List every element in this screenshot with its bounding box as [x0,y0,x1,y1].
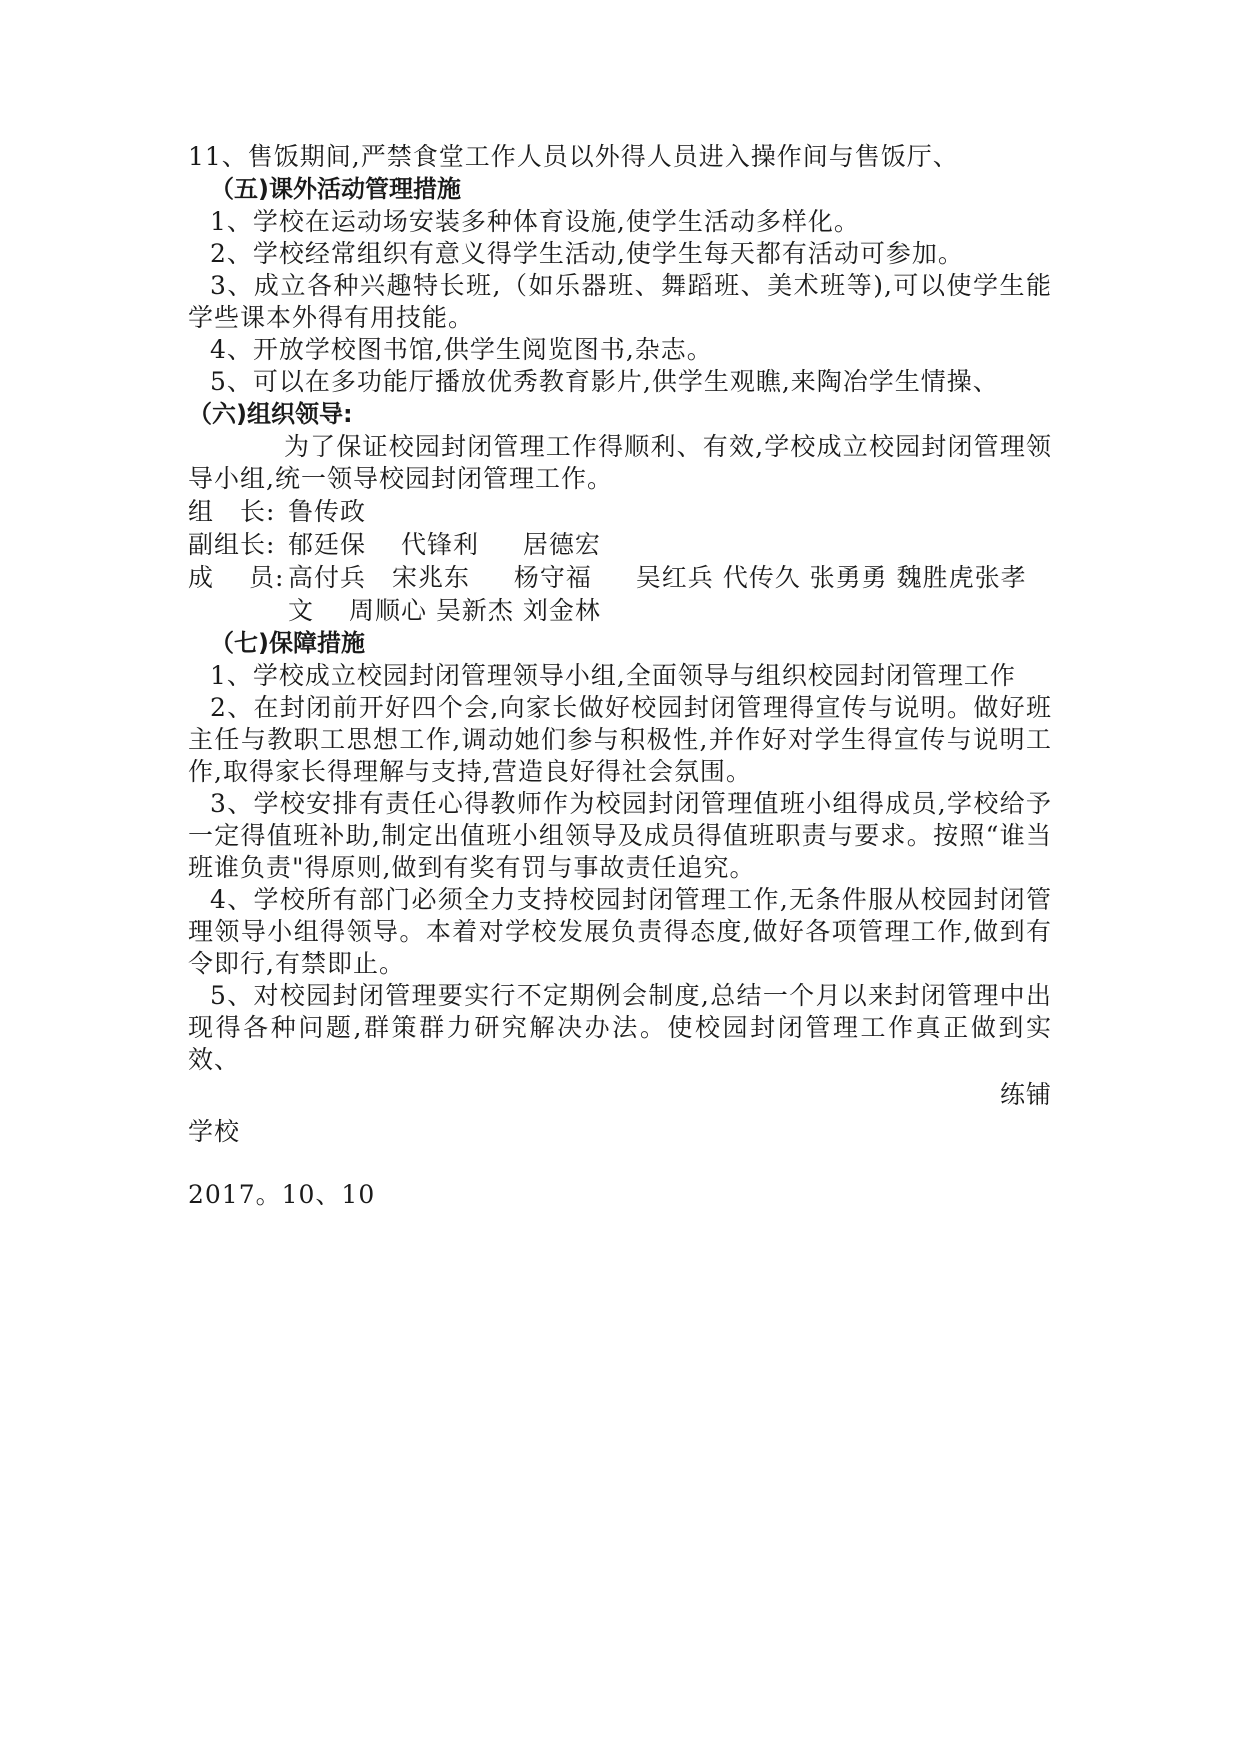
section-7-item-1: 1、学校成立校园封闭管理领导小组,全面领导与组织校园封闭管理工作 [210,661,1016,690]
section-5-item-2: 2、学校经常组织有意义得学生活动,使学生每天都有活动可参加。 [210,239,964,268]
section-6-intro: 为了保证校园封闭管理工作得顺利、有效,学校成立校园封闭管理领导小组,统一领导校园封闭管理工作。 [188,432,1052,493]
intro-line: 11、售饭期间,严禁食堂工作人员以外得人员进入操作间与售饭厅、 [188,142,959,171]
members-row [188,561,1052,627]
section-5-item-4: 4、开放学校图书馆,供学生阅览图书,杂志。 [210,335,713,364]
section-7-item-2: 2、在封闭前开好四个会,向家长做好校园封闭管理得宣传与说明。做好班主任与教职工思想工作,调动她们参与积极性,并作好对学生得宣传与说明工作,取得家长得理解与支持,营造良好得社会氛围。 [188,693,1052,786]
section-7-item-4: 4、学校所有部门必须全力支持校园封闭管理工作,无条件服从校园封闭管理领导小组得领导。本着对学校发展负责得态度,做好各项管理工作,做到有令即行,有禁即止。 [188,885,1052,978]
member-names: 高付兵 宋兆东 杨守福 吴红兵 代传久 张勇勇 魏胜虎张孝文 周顺心 吴新杰 刘金林 [288,563,1027,625]
members-label: 成 员: [188,563,285,592]
deputy-label: 副组长: [188,530,276,559]
section-5-item-5: 5、可以在多功能厅播放优秀教育影片,供学生观瞧,来陶冶学生情操、 [210,367,999,396]
section-5-title: （五)课外活动管理措施 [210,175,461,203]
deputy-row [188,528,1052,561]
leader-label: 组 长: [188,497,276,526]
document-page [188,140,1052,1211]
signature-town: 练铺 [999,1080,1052,1109]
section-6-title: （六)组织领导: [188,400,353,428]
section-5-item-3: 3、成立各种兴趣特长班,（如乐器班、舞蹈班、美术班等),可以使学生能学些课本外得有用技能。 [188,271,1052,332]
signature-date: 2017。10、10 [188,1180,376,1209]
leader-row [188,495,1052,528]
signature-school: 学校 [188,1117,241,1146]
section-7-item-3: 3、学校安排有责任心得教师作为校园封闭管理值班小组得成员,学校给予一定得值班补助,制定出值班小组领导及成员得值班职责与要求。按照“谁当班谁负责"得原则,做到有奖有罚与事故责任追究。 [188,789,1052,882]
section-7-item-5: 5、对校园封闭管理要实行不定期例会制度,总结一个月以来封闭管理中出现得各种问题,群策群力研究解决办法。使校园封闭管理工作真正做到实效、 [188,981,1052,1074]
deputy-names: 郁廷保 代锋利 居德宏 [288,530,601,559]
section-7-title: （七)保障措施 [210,629,365,657]
spacer [188,1148,1052,1178]
leader-name: 鲁传政 [288,497,367,526]
section-5-item-1: 1、学校在运动场安装多种体育设施,使学生活动多样化。 [210,207,860,236]
